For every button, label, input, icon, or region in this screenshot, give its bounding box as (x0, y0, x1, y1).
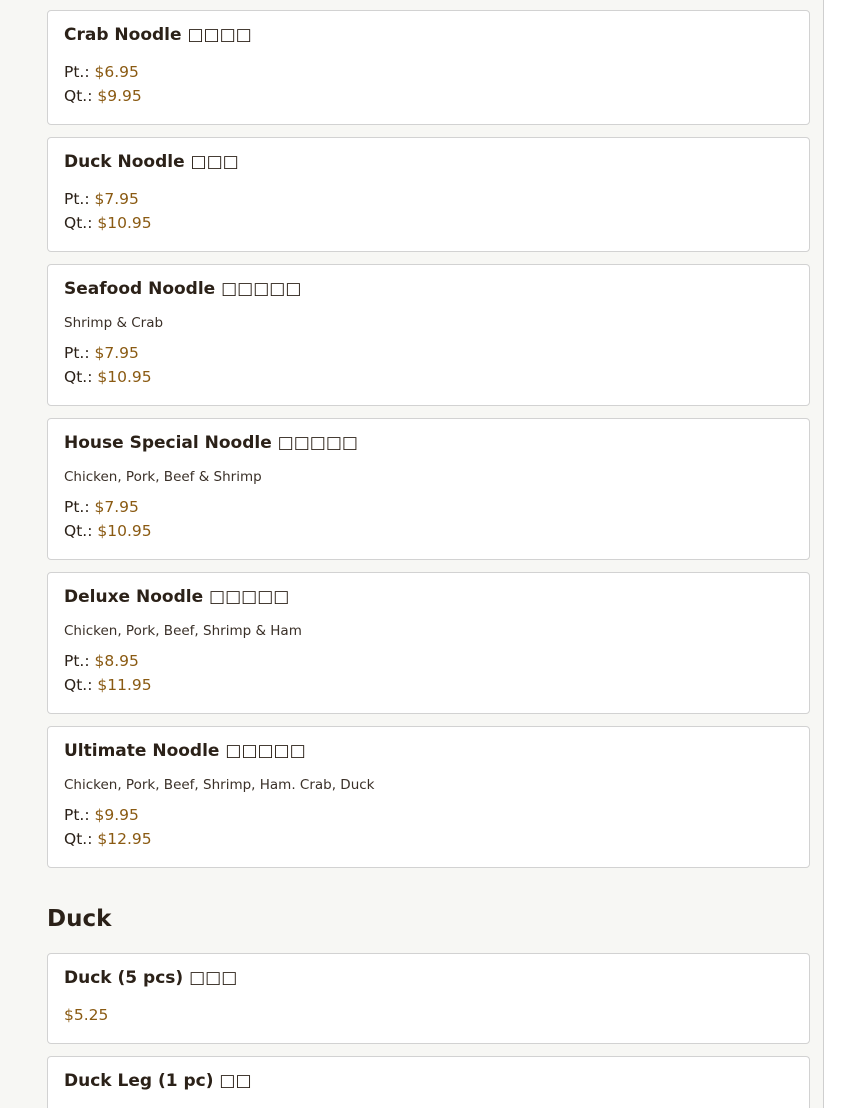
pint-label: Pt.: (64, 190, 90, 208)
pint-label: Pt.: (64, 652, 90, 670)
pint-label: Pt.: (64, 344, 90, 362)
menu-item-name: Seafood Noodle □□□□□ (64, 279, 302, 299)
quart-price (64, 830, 152, 848)
menu-item-name: House Special Noodle □□□□□ (64, 433, 358, 453)
quart-price (64, 676, 152, 694)
pint-price-value: $9.95 (94, 806, 139, 824)
quart-price (64, 214, 152, 232)
menu-item-description: Chicken, Pork, Beef, Shrimp, Ham. Crab, Duck (64, 777, 375, 793)
menu-item-name: Ultimate Noodle □□□□□ (64, 741, 306, 761)
quart-price-value: $10.95 (97, 214, 152, 232)
pint-price-value: $7.95 (94, 498, 139, 516)
quart-price-value: $10.95 (97, 368, 152, 386)
menu-item-name: Duck (5 pcs) □□□ (64, 968, 238, 988)
pint-price (64, 806, 139, 824)
pint-price (64, 63, 139, 81)
section-title-duck: Duck (47, 906, 112, 932)
pint-label: Pt.: (64, 806, 90, 824)
pint-label: Pt.: (64, 63, 90, 81)
pint-price-value: $8.95 (94, 652, 139, 670)
pint-price (64, 498, 139, 516)
quart-label: Qt.: (64, 676, 93, 694)
pint-price (64, 344, 139, 362)
item-price-value: $5.25 (64, 1006, 109, 1024)
quart-price-value: $10.95 (97, 522, 152, 540)
item-price (64, 1006, 108, 1024)
menu-item-card[interactable] (47, 264, 810, 406)
quart-price (64, 522, 152, 540)
menu-item-name: Deluxe Noodle □□□□□ (64, 587, 290, 607)
menu-item-name: Duck Noodle □□□ (64, 152, 239, 172)
quart-label: Qt.: (64, 214, 93, 232)
menu-item-card[interactable] (47, 418, 810, 560)
menu-item-description: Chicken, Pork, Beef & Shrimp (64, 469, 262, 485)
quart-price (64, 87, 142, 105)
quart-price-value: $12.95 (97, 830, 152, 848)
menu-item-card[interactable] (47, 726, 810, 868)
quart-label: Qt.: (64, 830, 93, 848)
menu-item-card[interactable] (47, 953, 810, 1044)
quart-price-value: $11.95 (97, 676, 152, 694)
menu-item-card[interactable] (47, 137, 810, 252)
menu-item-card[interactable] (47, 572, 810, 714)
menu-item-name: Crab Noodle □□□□ (64, 25, 252, 45)
quart-price-value: $9.95 (97, 87, 142, 105)
menu-item-description: Shrimp & Crab (64, 315, 164, 331)
pint-price (64, 652, 139, 670)
pint-price-value: $6.95 (94, 63, 139, 81)
menu-item-name: Duck Leg (1 pc) □□ (64, 1071, 252, 1091)
menu-item-description: Chicken, Pork, Beef, Shrimp & Ham (64, 623, 302, 639)
pint-label: Pt.: (64, 498, 90, 516)
quart-label: Qt.: (64, 368, 93, 386)
menu-item-card[interactable] (47, 10, 810, 125)
quart-label: Qt.: (64, 87, 93, 105)
pint-price-value: $7.95 (94, 190, 139, 208)
quart-label: Qt.: (64, 522, 93, 540)
pint-price (64, 190, 139, 208)
quart-price (64, 368, 152, 386)
menu-item-card[interactable] (47, 1056, 810, 1108)
pint-price-value: $7.95 (94, 344, 139, 362)
